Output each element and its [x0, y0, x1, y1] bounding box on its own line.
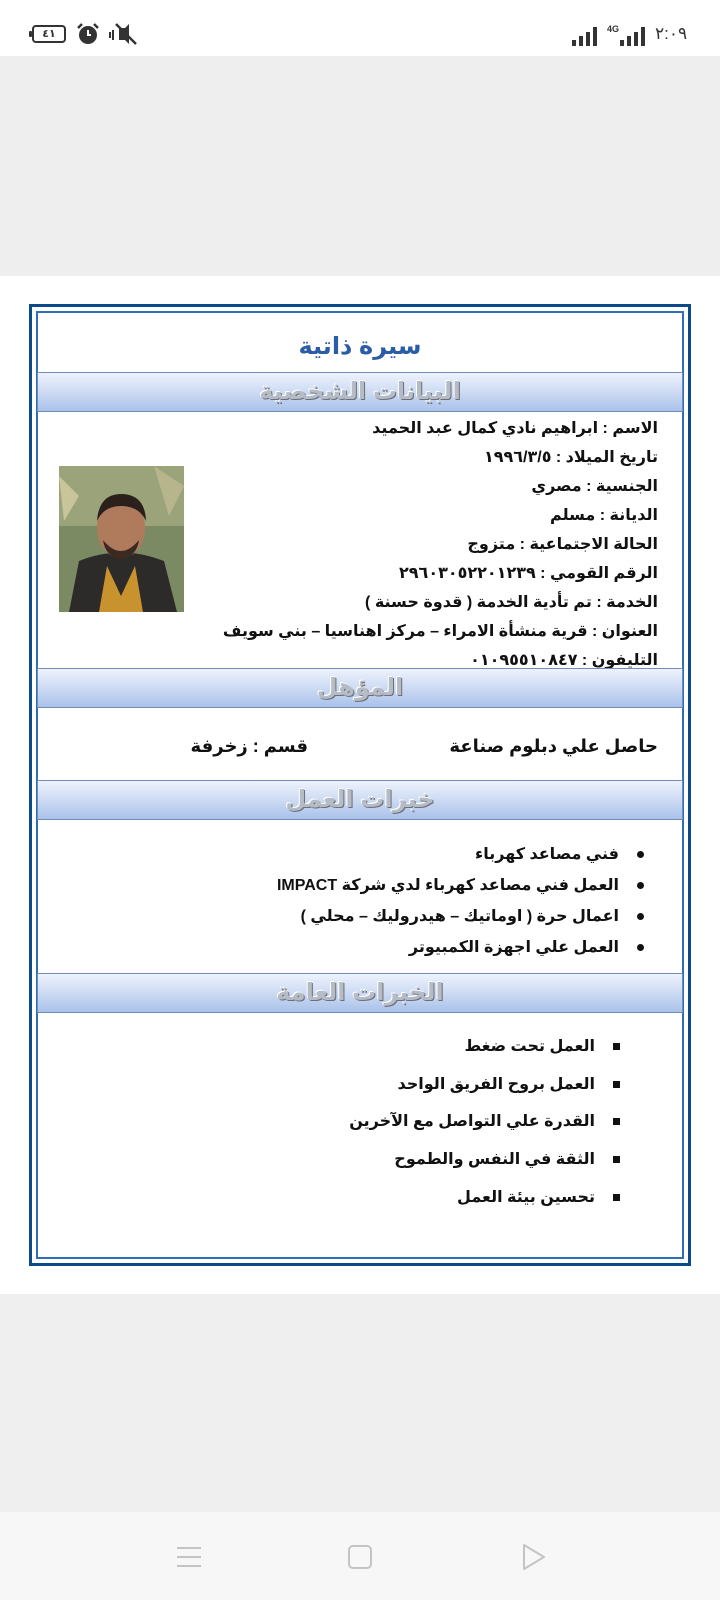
profile-photo — [59, 466, 184, 612]
qualification-degree: حاصل علي دبلوم صناعة — [449, 736, 658, 756]
field-national-id: الرقم القومي : ٢٩٦٠٣٠٥٢٢٠١٢٣٩ — [399, 565, 658, 582]
field-birth-date: تاريخ الميلاد : ١٩٩٦/٣/٥ — [483, 449, 658, 466]
alarm-icon — [76, 22, 100, 46]
menu-icon[interactable] — [174, 1542, 204, 1572]
square-bullet-icon — [613, 1156, 620, 1163]
qualification-department: قسم : زخرفة — [190, 736, 308, 756]
battery-level: ٤١ — [42, 28, 56, 40]
section-general-skills: الخبرات العامة — [37, 973, 683, 1013]
square-bullet-icon — [613, 1194, 620, 1201]
square-bullet-icon — [613, 1043, 620, 1050]
list-item: العمل تحت ضغط — [464, 1036, 620, 1056]
field-name: الاسم : ابراهيم نادي كمال عبد الحميد — [372, 420, 658, 437]
field-military-service: الخدمة : تم تأدية الخدمة ( قدوة حسنة ) — [365, 594, 658, 611]
bullet-icon — [637, 882, 644, 889]
field-address: العنوان : قرية منشأة الامراء – مركز اهناسيا – بني سويف — [222, 623, 658, 640]
status-bar — [0, 0, 720, 56]
list-item: تحسين بيئة العمل — [457, 1187, 620, 1207]
navigation-bar — [0, 1512, 720, 1600]
list-item: العمل فني مصاعد كهرباء لدي شركة IMPACT — [277, 875, 644, 895]
list-item: اعمال حرة ( اوماتيك – هيدروليك – محلي ) — [301, 906, 644, 926]
list-item: الثقة في النفس والطموح — [394, 1149, 620, 1169]
home-icon[interactable] — [345, 1542, 375, 1572]
bullet-icon — [637, 913, 644, 920]
section-qualification: المؤهل — [37, 668, 683, 708]
field-nationality: الجنسية : مصري — [531, 478, 658, 495]
bullet-icon — [637, 851, 644, 858]
mute-icon — [108, 22, 138, 46]
battery-icon — [32, 25, 66, 43]
list-item: القدرة علي التواصل مع الآخرين — [349, 1111, 620, 1131]
section-personal-data: البيانات الشخصية — [37, 372, 683, 412]
bullet-icon — [637, 944, 644, 951]
field-phone: التليفون : ٠١٠٩٥٥١٠٨٤٧ — [470, 652, 658, 668]
clock: ٢:٠٩ — [655, 24, 688, 43]
signal-icon — [572, 26, 602, 46]
square-bullet-icon — [613, 1118, 620, 1125]
square-bullet-icon — [613, 1081, 620, 1088]
section-work-experience: خبرات العمل — [37, 780, 683, 820]
back-icon[interactable] — [518, 1542, 548, 1572]
field-marital-status: الحالة الاجتماعية : متزوج — [467, 536, 658, 553]
signal-icon — [620, 26, 650, 46]
network-type: 4G — [607, 24, 620, 34]
page-gap — [0, 56, 720, 276]
list-item: العمل بروح الفريق الواحد — [398, 1074, 620, 1094]
cv-title: سيرة ذاتية — [298, 333, 422, 360]
list-item: فني مصاعد كهرباء — [475, 844, 644, 864]
list-item: العمل علي اجهزة الكمبيوتر — [409, 937, 644, 957]
field-religion: الديانة : مسلم — [550, 507, 658, 524]
